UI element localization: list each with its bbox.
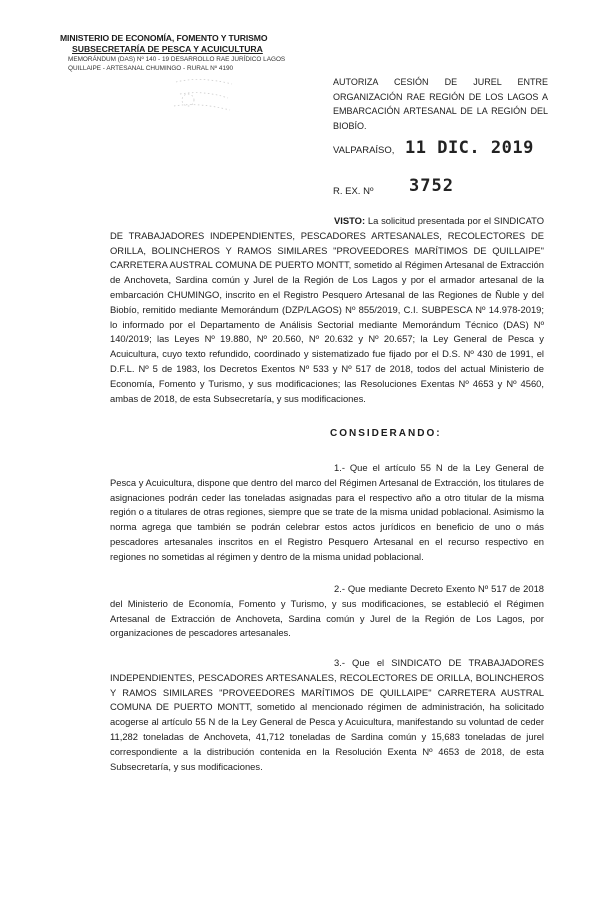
ministry-name: MINISTERIO DE ECONOMÍA, FOMENTO Y TURISMO xyxy=(60,33,268,43)
visto-paragraph xyxy=(110,214,544,406)
visto-body: La solicitud presentada por el SINDICATO DE TRABAJADORES INDEPENDIENTES, PESCADORES ARTESANALES, RECOLECTORES DE ORILLA, BOLINCHEROS Y RAMOS SIMILARES "PROVEEDORES MARÍTIMOS DE QUILLAIPE" CARRETERA AUSTRAL COMUNA DE PUERTO MONTT, sometido al Régimen Artesanal de Extracción de Anchoveta, Sardina común y Jurel de la Región de Los Lagos y por el armador artesanal de la embarcación CHUMINGO, inscrito en el Registro Pesquero Artesanal de las Regiones de Ñuble y del Biobío, remitido mediante Memorándum (DZP/LAGOS) Nº 855/2019, C.I. SUBPESCA Nº 14.978-2019; lo informado por el Departamento de Análisis Sectorial mediante Memorándum Técnico (DAS) Nº 140/2019; las Leyes Nº 19.880, Nº 20.560, Nº 20.632 y Nº 20.657; la Ley General de Pesca y Acuicultura, cuyo texto refundido, coordinado y sistematizado fue fijado por el D.S. Nº 430 de 1991, el D.F.L. Nº 5 de 1983, los Decretos Exentos Nº 533 y Nº 517 de 2018, todos del actual Ministerio de Economía, Fomento y Turismo, y sus modificaciones; las Resoluciones Exentas Nº 4653 y Nº 4560, ambas de 2018, de esta Subsecretaría, y sus modificaciones. xyxy=(110,215,544,404)
memo-reference: MEMORÁNDUM (DAS) Nº 140 - 19 DESARROLLO RAE JURÍDICO LAGOS xyxy=(68,56,286,63)
considerando-paragraph-1: 1.- Que el artículo 55 N de la Ley General de Pesca y Acuicultura, dispone que dentro del marco del Régimen Artesanal de Extracción, los titulares de asignaciones podrán ceder las toneladas asignadas para el respectivo año a otro titular de la misma región o a titulares de otras regiones, siempre que se trate de la misma unidad poblacional. Asimismo la norma agrega que también se podrán celebrar estos actos jurídicos en beneficio de uno o más pescadores artesanales inscritos en el Registro Pesquero Artesanal en el recurso respectivo en regiones no sometidas al régimen y dentro de la misma unidad poblacional. xyxy=(110,462,544,562)
place-label: VALPARAÍSO, xyxy=(333,145,395,156)
date-stamp: 11 DIC. 2019 xyxy=(405,138,534,158)
considerando-heading: CONSIDERANDO: xyxy=(330,428,442,439)
subsecretaria-name: SUBSECRETARÍA DE PESCA Y ACUICULTURA xyxy=(72,44,263,54)
resolution-number-label: R. EX. Nº xyxy=(333,186,374,197)
visto-lead: VISTO: xyxy=(334,215,366,226)
considerando-paragraph-3: 3.- Que el SINDICATO DE TRABAJADORES INDEPENDIENTES, PESCADORES ARTESANALES, RECOLECTORES DE ORILLA, BOLINCHEROS Y RAMOS SIMILARES "PROVEEDORES MARÍTIMOS DE QUILLAIPE" CARRETERA AUSTRAL COMUNA DE PUERTO MONTT, sometido al mencionado régimen de administración, ha solicitado acogerse al artículo 55 N de la Ley General de Pesca y Acuicultura, manifestando su voluntad de ceder 11,282 toneladas de Anchoveta, 41,712 toneladas de Sardina común y 15,683 toneladas de jurel correspondiente a la distribución contenida en la Resolución Exenta Nº 4653 de 2018, de esta Subsecretaría, y sus modificaciones. xyxy=(110,657,544,772)
area-reference: QUILLAIPE - ARTESANAL CHUMINGO - RURAL Nº 4190 xyxy=(68,65,234,72)
considerando-paragraph-2: 2.- Que mediante Decreto Exento Nº 517 de 2018 del Ministerio de Economía, Fomento y Turismo, y sus modificaciones, se estableció el Régimen Artesanal de Extracción de Anchoveta, Sardina común y Jurel de la Región de Los Lagos, por organizaciones de pescadores artesanales. xyxy=(110,583,544,639)
resolution-subject: AUTORIZA CESIÓN DE JUREL ENTRE ORGANIZACIÓN RAE REGIÓN DE LOS LAGOS A EMBARCACIÓN ARTESANAL DE LA REGIÓN DEL BIOBÍO. xyxy=(333,77,548,131)
letterhead xyxy=(60,33,286,73)
resolution-number: 3752 xyxy=(409,176,454,196)
faded-stamp-mark xyxy=(170,72,240,122)
